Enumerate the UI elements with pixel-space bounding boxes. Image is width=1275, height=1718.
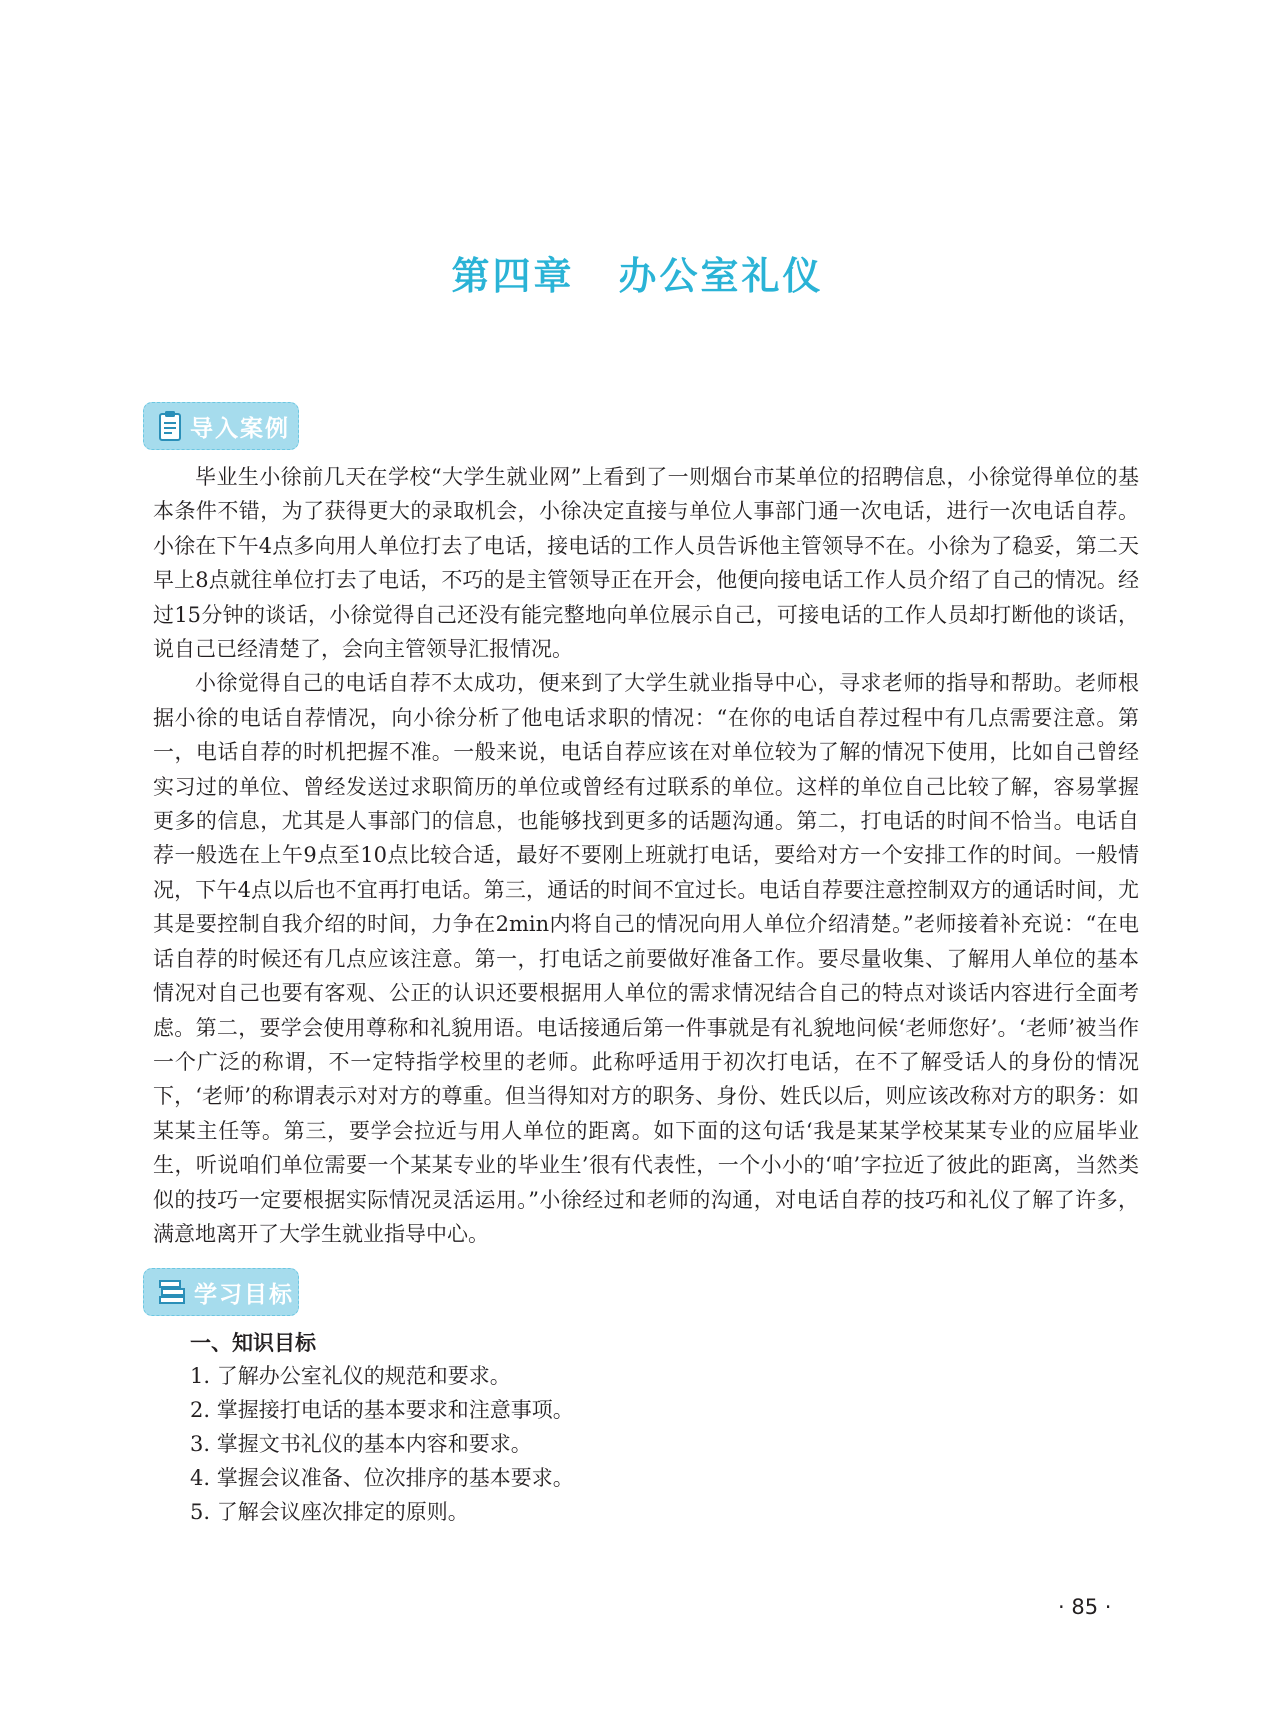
list-item: 3. 掌握文书礼仪的基本内容和要求。 xyxy=(190,1432,532,1456)
knowledge-goals-list xyxy=(190,1359,574,1529)
list-item: 2. 掌握接打电话的基本要求和注意事项。 xyxy=(190,1398,574,1422)
clipboard-icon xyxy=(158,410,184,442)
chapter-title xyxy=(0,245,1275,300)
chapter-number: 第四章 xyxy=(451,254,575,298)
case-paragraph-2: 小徐觉得自己的电话自荐不太成功，便来到了大学生就业指导中心，寻求老师的指导和帮助。老师根据小徐的电话自荐情况，向小徐分析了他电话求职的情况：“在你的电话自荐过程中有几点需要注意。第一，电话自荐的时机把握不准。一般来说，电话自荐应该在对单位较为了解的情况下使用，比如自己曾经实习过的单位、曾经发送过求职简历的单位或曾经有过联系的单位。这样的单位自己比较了解，容易掌握更多的信息，尤其是人事部门的信息，也能够找到更多的话题沟通。第二，打电话的时间不恰当。电话自荐一般选在上午9点至10点比较合适，最好不要刚上班就打电话，要给对方一个安排工作的时间。一般情况，下午4点以后也不宜再打电话。第三，通话的时间不宜过长。电话自荐要注意控制双方的通话时间，尤其是要控制自我介绍的时间，力争在2min内将自己的情况向用人单位介绍清楚。”老师接着补充说：“在电话自荐的时候还有几点应该注意。第一，打电话之前要做好准备工作。要尽量收集、了解用人单位的基本情况对自己也要有客观、公正的认识还要根据用人单位的需求情况结合自己的特点对谈话内容进行全面考虑。第二，要学会使用尊称和礼貌用语。电话接通后第一件事就是有礼貌地问候‘老师您好’。‘老师’被当作一个广泛的称谓，不一定特指学校里的老师。此称呼适用于初次打电话，在不了解受话人的身份的情况下，‘老师’的称谓表示对对方的尊重。但当得知对方的职务、身份、姓氏以后，则应该改称对方的职务：如某某主任等。第三，要学会拉近与用人单位的距离。如下面的这句话‘我是某某学校某某专业的应届毕业生，听说咱们单位需要一个某某专业的毕业生’很有代表性，一个小小的‘咱’字拉近了彼此的距离，当然类似的技巧一定要根据实际情况灵活运用。”小徐经过和老师的沟通，对电话自荐的技巧和礼仪了解了许多，满意地离开了大学生就业指导中心。 xyxy=(153,671,1139,1246)
learning-goals-label: 学习目标 xyxy=(194,1281,294,1308)
books-icon xyxy=(158,1277,188,1307)
list-item: 4. 掌握会议准备、位次排序的基本要求。 xyxy=(190,1466,574,1490)
case-intro-badge xyxy=(143,402,299,450)
case-intro-label: 导入案例 xyxy=(190,415,290,442)
case-text xyxy=(153,460,1139,1251)
knowledge-goals-heading: 一、知识目标 xyxy=(190,1331,316,1355)
list-item: 1. 了解办公室礼仪的规范和要求。 xyxy=(190,1364,511,1388)
list-item: 5. 了解会议座次排定的原则。 xyxy=(190,1500,469,1524)
page-number: · 85 · xyxy=(1058,1595,1112,1619)
case-paragraph-1: 毕业生小徐前几天在学校“大学生就业网”上看到了一则烟台市某单位的招聘信息，小徐觉得单位的基本条件不错，为了获得更大的录取机会，小徐决定直接与单位人事部门通一次电话，进行一次电话自荐。小徐在下午4点多向用人单位打去了电话，接电话的工作人员告诉他主管领导不在。小徐为了稳妥，第二天早上8点就往单位打去了电话，不巧的是主管领导正在开会，他便向接电话工作人员介绍了自己的情况。经过15分钟的谈话，小徐觉得自己还没有能完整地向单位展示自己，可接电话的工作人员却打断他的谈话，说自己已经清楚了，会向主管领导汇报情况。 xyxy=(153,465,1139,662)
chapter-name: 办公室礼仪 xyxy=(618,254,824,298)
learning-goals-badge xyxy=(143,1268,299,1316)
